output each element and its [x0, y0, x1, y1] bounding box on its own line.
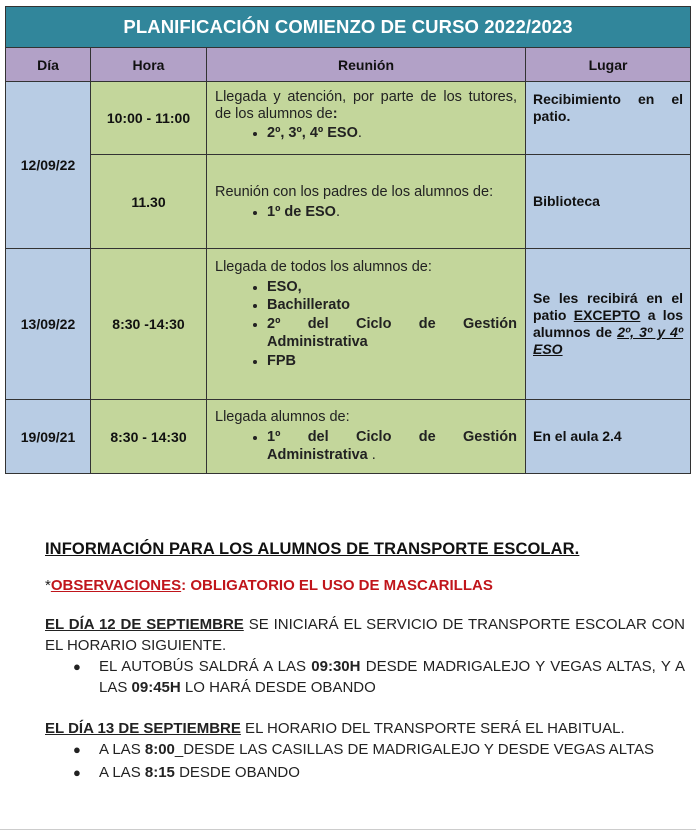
date-cell: 19/09/21 [6, 400, 91, 474]
day12-list [45, 656, 685, 698]
bullet-icon: ● [73, 765, 81, 780]
transport-info [45, 540, 685, 783]
place-text: Se les recibirá en el patio EXCEPTO a los alumnos de 2º, 3º y 4º ESO [533, 290, 684, 357]
info-heading: INFORMACIÓN PARA LOS ALUMNOS DE TRANSPORTE ESCOLAR. [45, 540, 580, 558]
place-cell [526, 82, 691, 155]
meeting-text: Llegada de todos los alumnos de: [215, 259, 432, 275]
schedule-table [5, 6, 691, 474]
list-item: • FPB [267, 352, 517, 371]
list-item: • ESO, [267, 278, 517, 297]
place-cell [526, 249, 691, 400]
page-bottom-rule [0, 829, 696, 830]
meeting-cell [207, 249, 526, 400]
hour-cell: 11.30 [91, 155, 207, 249]
table-title: PLANIFICACIÓN COMIENZO DE CURSO 2022/2023 [6, 7, 691, 48]
day13-paragraph: EL DÍA 13 DE SEPTIEMBRE EL HORARIO DEL TRANSPORTE SERÁ EL HABITUAL. [45, 720, 625, 737]
place-cell [526, 400, 691, 474]
hour-cell: 8:30 -14:30 [91, 249, 207, 400]
day12-paragraph: EL DÍA 12 DE SEPTIEMBRE SE INICIARÁ EL SERVICIO DE TRANSPORTE ESCOLAR CON EL HORARIO SIGUIENTE. [45, 616, 685, 654]
day13-list [45, 739, 685, 783]
hour-cell: 8:30 - 14:30 [91, 400, 207, 474]
bullet-icon: ● [73, 742, 81, 757]
list-item: • 1º de ESO. [267, 203, 517, 222]
table-row [6, 400, 691, 474]
meeting-text: Llegada y atención, por parte de los tutores, de los alumnos de [215, 89, 517, 122]
list-item: • 1º del Ciclo de Gestión Administrativa . [267, 428, 517, 465]
header-reunion: Reunión [207, 48, 526, 82]
list-item: ● A LAS 8:00_DESDE LAS CASILLAS DE MADRIGALEJO Y DESDE VEGAS ALTAS [73, 741, 654, 758]
observations-note: *OBSERVACIONES: OBLIGATORIO EL USO DE MASCARILLAS [45, 577, 493, 594]
date-cell: 13/09/22 [6, 249, 91, 400]
header-lugar: Lugar [526, 48, 691, 82]
place-text: En el aula 2.4 [533, 428, 622, 444]
meeting-text: Reunión con los padres de los alumnos de: [215, 184, 494, 200]
place-text: Recibimiento en el patio. [533, 91, 684, 124]
table-row [6, 82, 691, 155]
place-text: Biblioteca [533, 193, 600, 209]
place-cell [526, 155, 691, 249]
list-item: • 2º del Ciclo de Gestión Administrativa [267, 315, 517, 352]
meeting-cell: Llegada y atención, por parte de los tutores, de los alumnos de: • 2º, 3º, 4º ESO. [207, 82, 526, 155]
meeting-text: Llegada alumnos de: [215, 409, 350, 425]
table-row [6, 155, 691, 249]
list-item: ● A LAS 8:15 DESDE OBANDO [73, 764, 300, 781]
header-hora: Hora [91, 48, 207, 82]
header-dia: Día [6, 48, 91, 82]
list-item: • 2º, 3º, 4º ESO. [267, 124, 517, 143]
meeting-cell [207, 400, 526, 474]
date-cell: 12/09/22 [6, 82, 91, 249]
hour-cell: 10:00 - 11:00 [91, 82, 207, 155]
bullet-icon: ● [73, 659, 81, 674]
table-row [6, 249, 691, 400]
list-item: • Bachillerato [267, 296, 517, 315]
list-item: ● EL AUTOBÚS SALDRÁ A LAS 09:30H DESDE MADRIGALEJO Y VEGAS ALTAS, Y A LAS 09:45H LO HARÁ DESDE OBANDO [73, 658, 685, 696]
meeting-cell [207, 155, 526, 249]
